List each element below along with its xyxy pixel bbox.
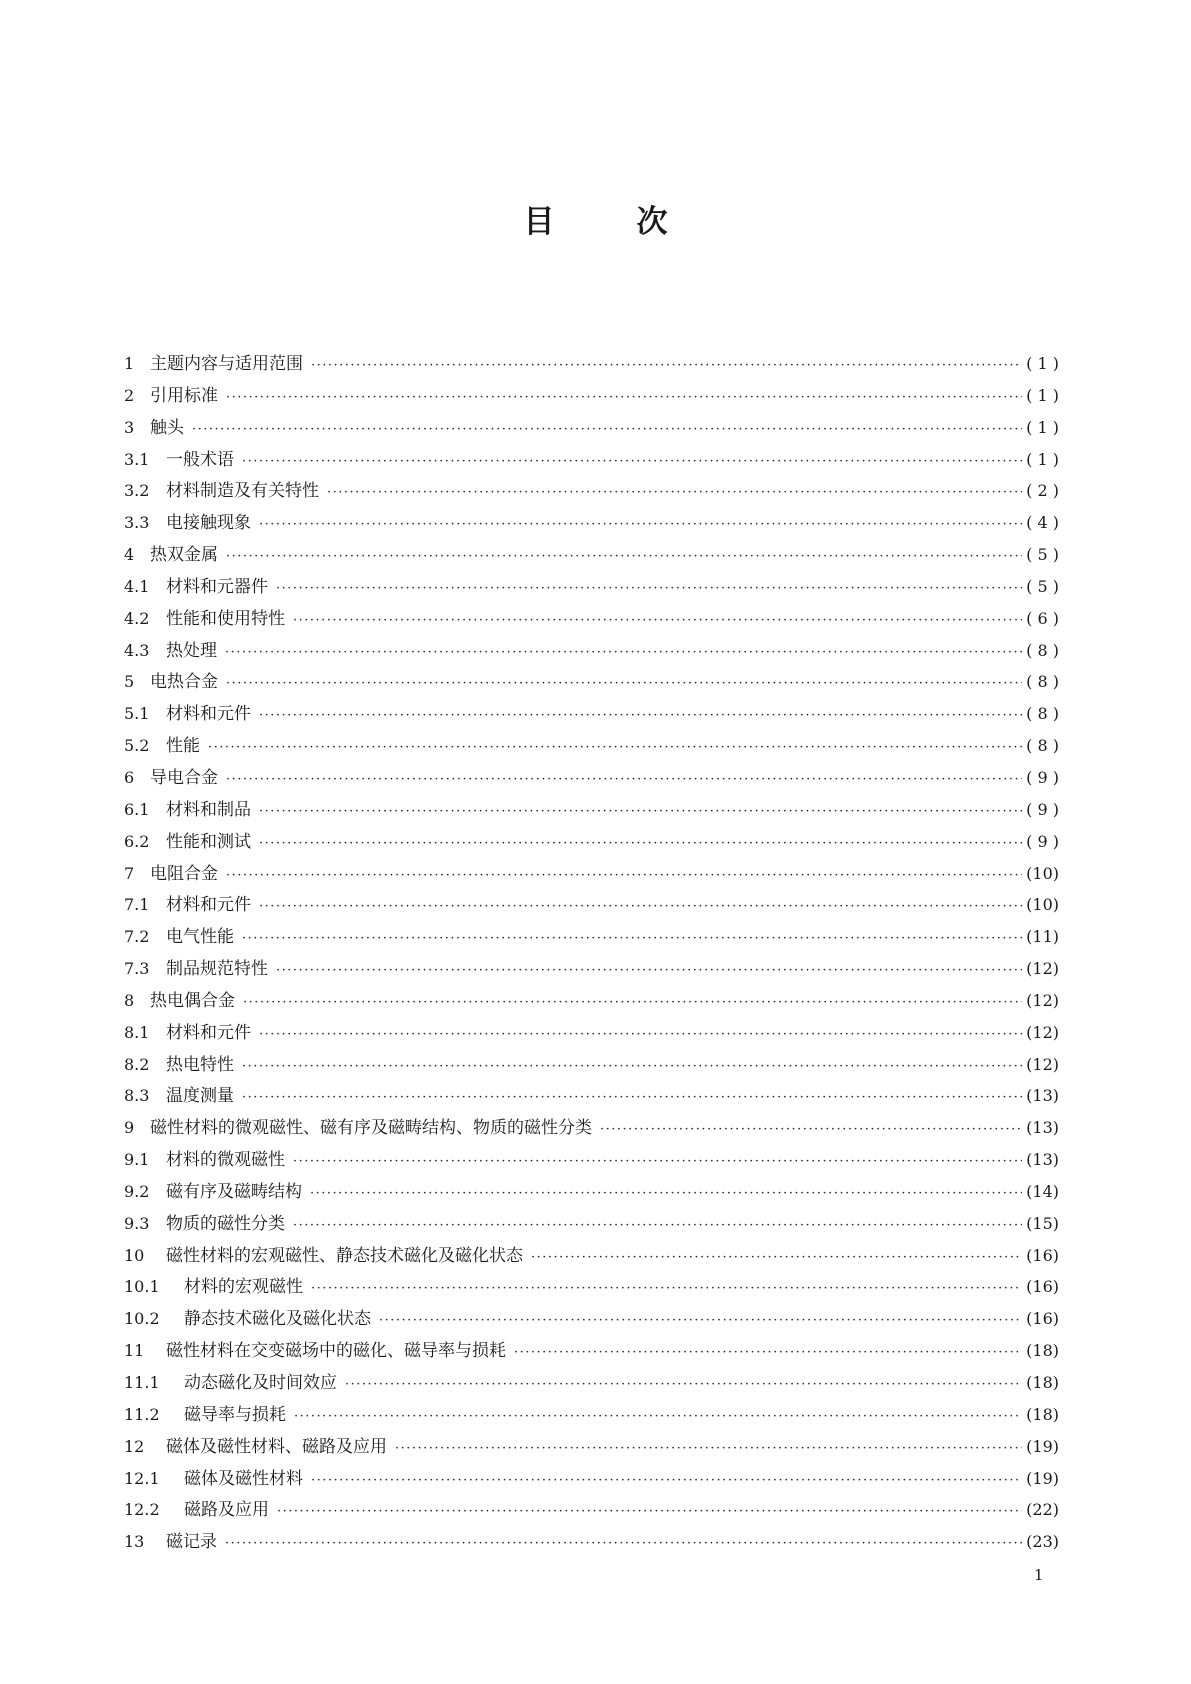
toc-page: (12) [1026, 959, 1059, 979]
toc-page: ( 9 ) [1026, 831, 1059, 851]
toc-entry[interactable] [124, 890, 1059, 922]
dot-leader [327, 485, 1022, 500]
toc-entry[interactable] [124, 986, 1059, 1018]
toc-number: 12.2 [124, 1500, 160, 1520]
dot-leader [242, 1090, 1022, 1105]
toc-title: 材料和元件 [166, 895, 251, 916]
toc-page: (18) [1026, 1341, 1059, 1361]
toc-entry[interactable] [124, 1113, 1059, 1145]
dot-leader [225, 645, 1022, 660]
toc-title: 磁性材料在交变磁场中的磁化、磁导率与损耗 [166, 1341, 506, 1362]
toc-page: (12) [1026, 1022, 1059, 1042]
toc-page: (18) [1026, 1404, 1059, 1424]
toc-page: ( 1 ) [1026, 449, 1059, 469]
toc-page: ( 1 ) [1026, 385, 1059, 405]
toc-title: 物质的磁性分类 [166, 1213, 285, 1234]
toc-page: ( 8 ) [1026, 704, 1059, 724]
toc-number: 9.3 [124, 1213, 150, 1233]
toc-title: 磁性材料的宏观磁性、静态技术磁化及磁化状态 [166, 1245, 523, 1266]
toc-page: (12) [1026, 1054, 1059, 1074]
toc-number: 11 [124, 1341, 145, 1361]
dot-leader [311, 1473, 1022, 1488]
toc-entry[interactable] [124, 413, 1059, 445]
toc-page: (19) [1026, 1468, 1059, 1488]
toc-page: ( 9 ) [1026, 767, 1059, 787]
toc-number: 3.3 [124, 513, 150, 533]
toc-title: 材料和制品 [166, 799, 251, 820]
toc-page: (14) [1026, 1181, 1059, 1201]
toc-number: 4.1 [124, 576, 150, 596]
toc-title: 引用标准 [150, 385, 218, 406]
dot-leader [276, 581, 1022, 596]
toc-page: ( 5 ) [1026, 545, 1059, 565]
toc-entry[interactable] [124, 667, 1059, 699]
toc-page: (16) [1026, 1309, 1059, 1329]
toc-number: 13 [124, 1532, 145, 1552]
toc-entry[interactable] [124, 1368, 1059, 1400]
toc-entry[interactable] [124, 1050, 1059, 1082]
toc-entry[interactable] [124, 1336, 1059, 1368]
toc-title: 电阻合金 [150, 863, 218, 884]
toc-entry[interactable] [124, 954, 1059, 986]
toc-title: 性能和测试 [166, 831, 251, 852]
toc-number: 7.3 [124, 959, 150, 979]
toc-number: 7.1 [124, 895, 150, 915]
dot-leader [395, 1441, 1022, 1456]
dot-leader [259, 1027, 1022, 1042]
toc-entry[interactable] [124, 540, 1059, 572]
toc-entry[interactable] [124, 445, 1059, 477]
toc-page: (18) [1026, 1373, 1059, 1392]
toc-entry[interactable] [124, 1304, 1059, 1336]
toc-title: 电热合金 [150, 672, 218, 693]
toc-page: (16) [1026, 1245, 1059, 1265]
toc-title: 热处理 [166, 640, 217, 661]
dot-leader [226, 772, 1022, 787]
toc-title: 材料制造及有关特性 [166, 481, 319, 502]
dot-leader [242, 454, 1022, 469]
dot-leader [310, 1186, 1022, 1201]
toc-title: 磁记录 [166, 1532, 217, 1553]
toc-page: (12) [1026, 990, 1059, 1010]
toc-title: 电接触现象 [166, 513, 251, 534]
dot-leader [514, 1345, 1022, 1360]
toc-title: 性能和使用特性 [166, 608, 285, 629]
toc-page: ( 1 ) [1026, 417, 1059, 437]
toc-entry[interactable] [124, 349, 1059, 381]
toc-entry[interactable] [124, 1241, 1059, 1273]
toc-title: 一般术语 [166, 449, 234, 470]
toc-number: 12 [124, 1436, 145, 1456]
dot-leader [345, 1377, 1022, 1392]
toc-number: 1 [124, 354, 135, 373]
toc-entry[interactable] [124, 827, 1059, 859]
table-of-contents [124, 349, 1059, 1559]
toc-entry[interactable] [124, 636, 1059, 668]
toc-number: 6.2 [124, 831, 150, 851]
toc-number: 11.2 [124, 1404, 160, 1424]
dot-leader [259, 804, 1022, 819]
toc-entry[interactable] [124, 1400, 1059, 1432]
dot-leader [294, 1409, 1022, 1424]
dot-leader [225, 1536, 1022, 1551]
toc-title: 温度测量 [166, 1086, 234, 1107]
dot-leader [192, 422, 1022, 437]
toc-number: 3.2 [124, 481, 150, 501]
toc-entry[interactable] [124, 922, 1059, 954]
toc-entry[interactable] [124, 476, 1059, 508]
toc-title: 热电特性 [166, 1054, 234, 1075]
page-number: 1 [1034, 1566, 1044, 1584]
toc-title: 动态磁化及时间效应 [184, 1373, 337, 1393]
toc-entry[interactable] [124, 1018, 1059, 1050]
toc-page: ( 4 ) [1026, 513, 1059, 533]
toc-page: (23) [1026, 1532, 1059, 1552]
dot-leader [226, 549, 1022, 564]
dot-leader [293, 613, 1022, 628]
toc-entry[interactable] [124, 859, 1059, 891]
toc-entry[interactable] [124, 1145, 1059, 1177]
toc-number: 2 [124, 385, 135, 405]
toc-title: 材料的宏观磁性 [184, 1277, 303, 1298]
dot-leader [226, 676, 1022, 691]
dot-leader [311, 1281, 1022, 1296]
toc-number: 10.1 [124, 1277, 160, 1297]
toc-title: 材料的微观磁性 [166, 1150, 285, 1171]
toc-number: 3.1 [124, 449, 150, 469]
toc-title: 磁性材料的微观磁性、磁有序及磁畴结构、物质的磁性分类 [150, 1118, 592, 1139]
toc-number: 10 [124, 1245, 145, 1265]
toc-page: (13) [1026, 1150, 1059, 1170]
toc-number: 9.1 [124, 1150, 150, 1170]
dot-leader [259, 517, 1022, 532]
toc-number: 7.2 [124, 927, 150, 947]
dot-leader [243, 995, 1022, 1010]
toc-number: 4.3 [124, 640, 150, 660]
toc-page: (10) [1026, 895, 1059, 915]
toc-page: ( 8 ) [1026, 640, 1059, 660]
toc-entry[interactable] [124, 1209, 1059, 1241]
toc-entry[interactable] [124, 699, 1059, 731]
toc-entry[interactable] [124, 1177, 1059, 1209]
toc-entry[interactable] [124, 1464, 1059, 1496]
toc-page: ( 8 ) [1026, 736, 1059, 756]
toc-page: ( 2 ) [1026, 481, 1059, 501]
toc-number: 12.1 [124, 1468, 160, 1488]
toc-page: (15) [1026, 1213, 1059, 1233]
toc-page: (22) [1026, 1500, 1059, 1520]
toc-title: 磁体及磁性材料 [184, 1468, 303, 1489]
toc-title: 磁路及应用 [184, 1500, 269, 1521]
dot-leader [311, 358, 1022, 373]
toc-number: 6.1 [124, 799, 150, 819]
toc-number: 11.1 [124, 1373, 160, 1392]
dot-leader [259, 836, 1022, 851]
toc-page: (13) [1026, 1118, 1059, 1138]
toc-entry[interactable] [124, 1495, 1059, 1527]
toc-title: 材料和元件 [166, 704, 251, 725]
toc-page: ( 6 ) [1026, 608, 1059, 628]
toc-number: 10.2 [124, 1309, 160, 1329]
toc-entry[interactable] [124, 1272, 1059, 1304]
toc-number: 8.2 [124, 1054, 150, 1074]
dot-leader [242, 1059, 1022, 1074]
dot-leader [277, 1504, 1022, 1519]
dot-leader [226, 868, 1022, 883]
toc-title: 热双金属 [150, 545, 218, 566]
toc-entry[interactable] [124, 763, 1059, 795]
toc-entry[interactable] [124, 604, 1059, 636]
toc-page: ( 8 ) [1026, 672, 1059, 692]
toc-title: 主题内容与适用范围 [150, 354, 303, 374]
toc-entry[interactable] [124, 1081, 1059, 1113]
dot-leader [531, 1250, 1022, 1265]
dot-leader [259, 899, 1022, 914]
toc-number: 8 [124, 990, 135, 1010]
dot-leader [293, 1154, 1022, 1169]
dot-leader [226, 390, 1022, 405]
toc-page: (11) [1026, 927, 1059, 947]
toc-title: 材料和元件 [166, 1022, 251, 1043]
toc-page: (10) [1026, 863, 1059, 883]
toc-entry[interactable] [124, 1432, 1059, 1464]
toc-title: 制品规范特性 [166, 959, 268, 980]
toc-title: 电气性能 [166, 927, 234, 948]
toc-number: 4.2 [124, 608, 150, 628]
toc-title: 热电偶合金 [150, 990, 235, 1011]
toc-number: 7 [124, 863, 135, 883]
toc-number: 5 [124, 672, 135, 692]
toc-entry[interactable] [124, 731, 1059, 763]
page-title: 目次 [523, 204, 750, 240]
toc-number: 5.2 [124, 736, 150, 756]
toc-number: 6 [124, 767, 135, 787]
dot-leader [379, 1313, 1022, 1328]
toc-title: 磁有序及磁畴结构 [166, 1181, 302, 1202]
toc-page: (13) [1026, 1086, 1059, 1106]
toc-title: 静态技术磁化及磁化状态 [184, 1309, 371, 1330]
toc-title: 磁导率与损耗 [184, 1404, 286, 1425]
toc-number: 3 [124, 417, 135, 437]
toc-number: 5.1 [124, 704, 150, 724]
toc-title: 材料和元器件 [166, 576, 268, 597]
toc-page: ( 1 ) [1026, 354, 1059, 373]
toc-title: 导电合金 [150, 767, 218, 788]
toc-page: ( 5 ) [1026, 576, 1059, 596]
toc-page: ( 9 ) [1026, 799, 1059, 819]
toc-number: 4 [124, 545, 135, 565]
toc-entry[interactable] [124, 1527, 1059, 1559]
dot-leader [259, 708, 1022, 723]
dot-leader [600, 1122, 1022, 1137]
toc-entry[interactable] [124, 508, 1059, 540]
toc-number: 9 [124, 1118, 135, 1138]
dot-leader [293, 1218, 1022, 1233]
toc-page: (19) [1026, 1436, 1059, 1456]
toc-number: 8.1 [124, 1022, 150, 1042]
dot-leader [276, 963, 1022, 978]
toc-entry[interactable] [124, 381, 1059, 413]
toc-entry[interactable] [124, 795, 1059, 827]
toc-title: 磁体及磁性材料、磁路及应用 [166, 1436, 387, 1457]
toc-number: 8.3 [124, 1086, 150, 1106]
toc-title: 触头 [150, 417, 184, 438]
toc-title: 性能 [166, 736, 200, 757]
dot-leader [208, 740, 1022, 755]
toc-page: (16) [1026, 1277, 1059, 1297]
toc-number: 9.2 [124, 1181, 150, 1201]
dot-leader [242, 931, 1022, 946]
toc-entry[interactable] [124, 572, 1059, 604]
